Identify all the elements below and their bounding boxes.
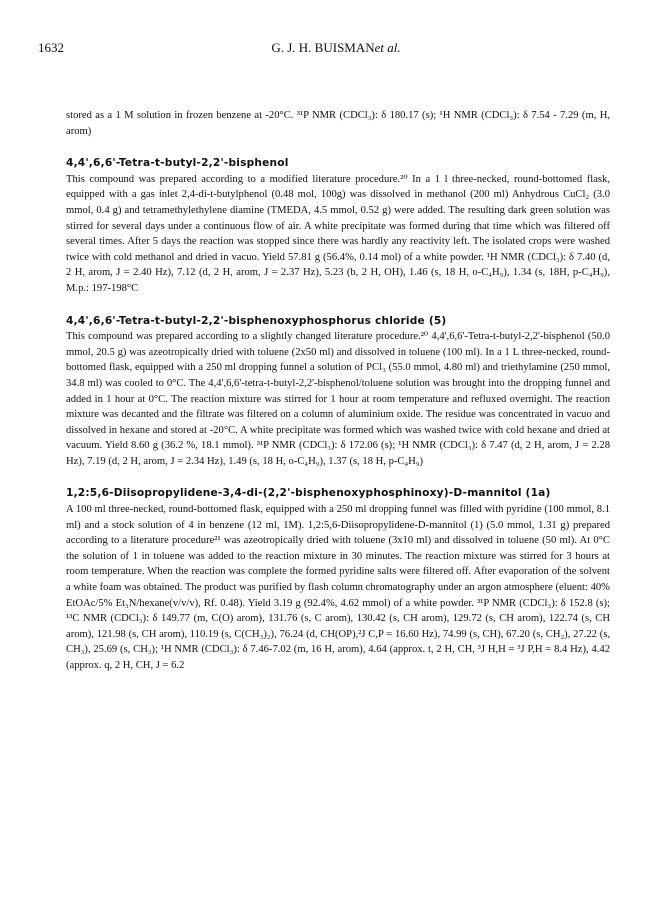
page-number: 1632	[38, 40, 64, 55]
section-title: 4,4',6,6'-Tetra-t-butyl-2,2'-bisphenol	[66, 157, 289, 170]
section-body: This compound was prepared according to a modified literature procedure.²⁰ In a 1 l three-necked, round-bottomed flask, equipped with a gas inlet 2,4-di-t-butylphenol (0.48 mol, 100g) was dissolved in methanol (200 ml) Anhydrous CuCl₂ (3.0 mmol, 0.4 g) and tetramethylethylene diamine (TMEDA, 4.5 mmol, 0.52 g) were added. The resulting dark green solution was stirred for several days under a continuous flow of air. A white precipitate was formed during that time which was filtered off several times. After 5 days the reaction was stopped since there was hardly any reactivity left. The isolated crops were washed twice with cold methanol and dried in vacuo. Yield 57.81 g (56.4%, 0.14 mol) of a white powder. ¹H NMR (CDCl₃): δ 7.40 (d, 2 H, arom, J = 2.40 Hz), 7.12 (d, 2 H, arom, J = 2.37 Hz), 5.23 (b, 2 H, OH), 1.46 (s, 18 H, o-C₄H₉), 1.34 (s, 18H, p-C₄H₉), M.p.: 197-198°C	[66, 173, 610, 294]
section-bisphenol	[66, 156, 610, 296]
continued-paragraph: stored as a 1 M solution in frozen benzene at -20°C. ³¹P NMR (CDCl₃): δ 180.17 (s); ¹H NMR (CDCl₃): δ 7.54 - 7.29 (m, H, arom)	[66, 110, 610, 137]
section-title: 1,2:5,6-Diisopropylidene-3,4-di-(2,2'-bisphenoxyphosphinoxy)-D-mannitol (1a)	[66, 487, 551, 500]
running-head-etal: et al.	[374, 40, 401, 55]
running-head	[38, 40, 634, 56]
section-title: 4,4',6,6'-Tetra-t-butyl-2,2'-bisphenoxyphosphorus chloride (5)	[66, 314, 447, 327]
running-head-authors: G. J. H. BUISMAN	[271, 40, 375, 55]
page-header	[38, 40, 634, 60]
section-body: A 100 ml three-necked, round-bottomed flask, equipped with a 250 ml dropping funnel was filled with pyridine (100 mmol, 8.1 ml) and a stock solution of 4 in benzene (12 ml, 1M). 1,2:5,6-Diisopropylidene-D-mannitol (1) (5.0 mmol, 1.31 g) prepared according to a literature procedure²¹ was azeotropically dried with toluene (3x10 ml) and dissolved in toluene (50 ml). At 0°C the solution of 1 in toluene was added to the reaction mixture in 30 minutes. The reaction mixture was stirred for 3 hours at room temperature. When the reaction was complete the formed pyridine salts were filtered off. After evaporation of the solvent a white foam was obtained. The product was purified by flash column chromatography under an argon atmosphere (eluent: 40% EtOAc/5% Et₃N/hexane(v/v/v), Rf. 0.48). Yield 3.19 g (92.4%, 4.62 mmol) of a white powder. ³¹P NMR (CDCl₃): δ 152.8 (s); ¹³C NMR (CDCl₃): δ 149.77 (m, C(O) arom), 131.76 (s, C arom), 130.42 (s, CH arom), 129.72 (s, CH arom), 122.74 (s, CH arom), 121.98 (s, CH arom), 110.19 (s, C(CH₃)₂), 76.24 (d, CH(OP),²J C,P = 16.60 Hz), 74.99 (s, CH), 67.20 (s, CH₂), 27.22 (s, CH₃), 25.69 (s, CH₃); ¹H NMR (CDCl₃): δ 7.46-7.02 (m, 16 H, arom), 4.64 (approx. t, 2 H, CH, ³J H,H = ³J P,H = 8.4 Hz), 4.42 (approx. q, 2 H, CH, J = 6.2	[66, 504, 610, 671]
section-phosphorus-chloride	[66, 314, 610, 470]
section-body: This compound was prepared according to a slightly changed literature procedure.²⁰ 4,4',6,6'-Tetra-t-butyl-2,2'-bisphenol (50.0 mmol, 20.5 g) was azeotropically dried with toluene (2x50 ml) and dissolved in toluene (100 ml). In a 1 L three-necked, round-bottomed flask, equipped with a 250 ml dropping funnel a solution of PCl₃ (55.0 mmol, 4.80 ml) and triethylamine (250 mmol, 34.8 ml) was cooled to 0°C. The 4,4',6,6'-tetra-t-butyl-2,2'-bisphenol/toluene solution was brought into the dropping funnel and added in 1 hour at 0°C. The reaction mixture was stirred for 1 hour at room temperature and refluxed overnight. The reaction mixture was decanted and the filtrate was filtered on a column of aluminium oxide. The residue was concentrated in vacuo and dissolved in hexane and stored at -20°C. A white precipitate was formed which was washed twice with cold hexane and dried at vacuum. Yield 8.60 g (36.2 %, 18.1 mmol). ³¹P NMR (CDCl₃): δ 172.06 (s); ¹H NMR (CDCl₃): δ 7.47 (d, 2 H, arom, J = 2.28 Hz), 7.19 (d, 2 H, arom, J = 2.34 Hz), 1.49 (s, 18 H, o-C₄H₉), 1.37 (s, 18 H, p-C₄H₉)	[66, 331, 610, 467]
section-mannitol	[66, 486, 610, 673]
page-body	[66, 108, 610, 674]
